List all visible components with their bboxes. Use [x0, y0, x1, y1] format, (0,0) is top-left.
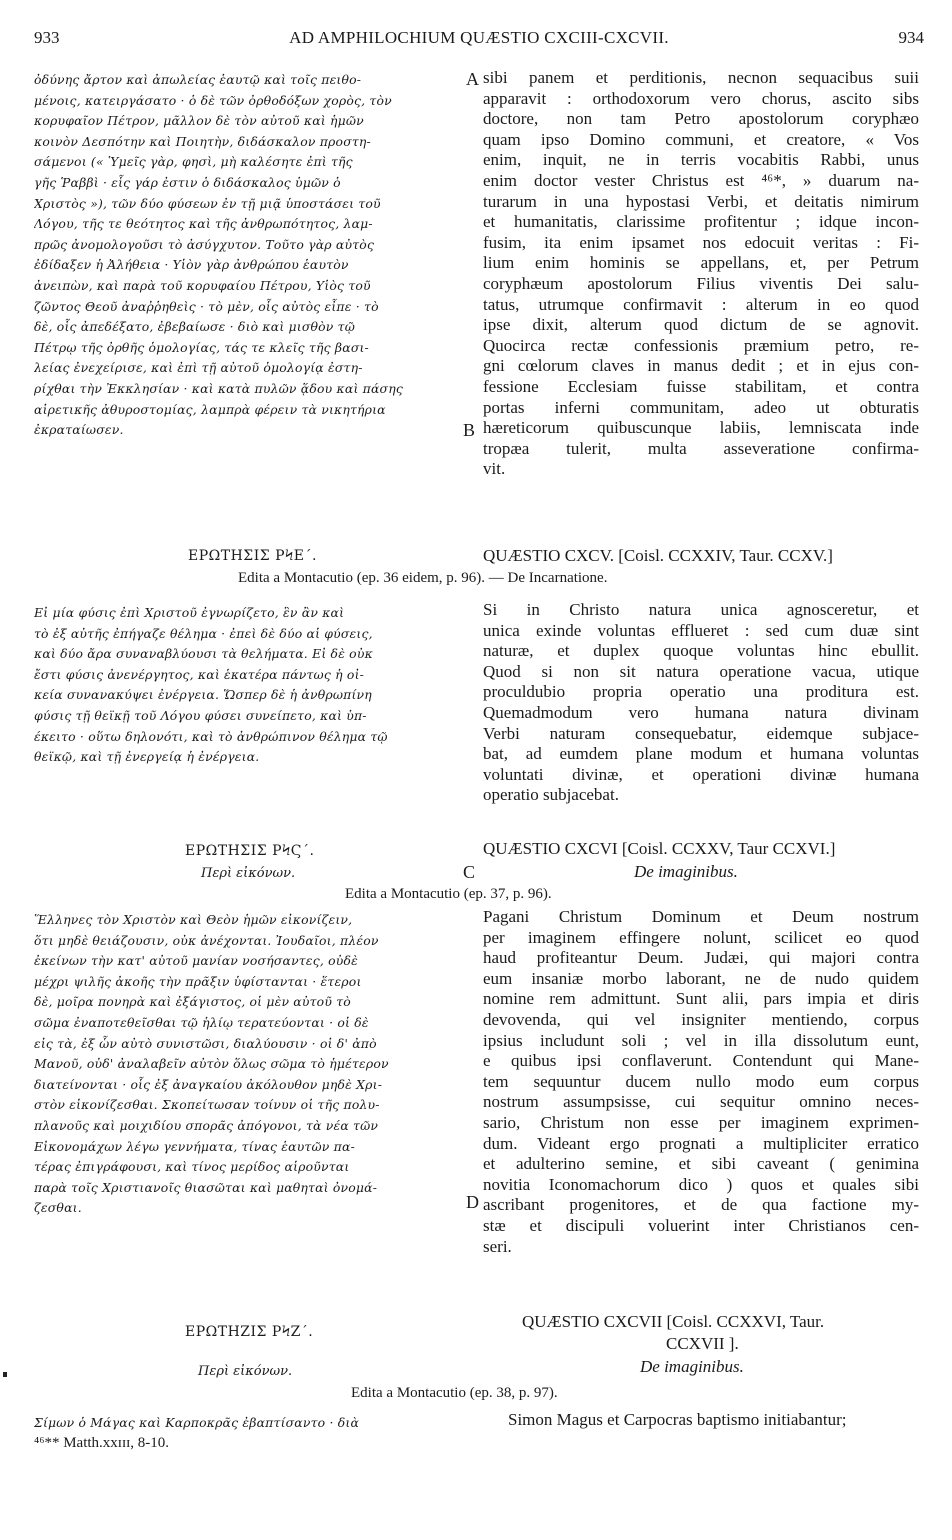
edita-note-q195: Edita a Montacutio (ep. 36 eidem, p. 96). — De Incarnatione. — [238, 570, 608, 586]
margin-letter-d: D — [466, 1192, 479, 1212]
latin-line: enim doctor vester Christus est ⁴⁶*, » duarum na- — [483, 170, 919, 190]
latin-line: et adulterino semine, et sibi caveant ( genimina — [483, 1154, 919, 1174]
latin-line: bat, ad eumdem plane modum et humana voluntas — [483, 744, 919, 764]
latin-text-q197: Simon Magus et Carpocras baptismo initiabantur; — [508, 1410, 847, 1429]
latin-line: fusim, ita enim ipsamet nos edocuit veritas : Fi- — [483, 232, 919, 252]
latin-line: Quocirca rectæ confessionis præmium petro, re- — [483, 335, 919, 355]
latin-line: quam ipso Domino communi, et creatore, « Vos — [483, 129, 919, 149]
greek-subtitle-q197: Περὶ εἰκόνων. — [198, 1364, 293, 1379]
latin-line: gni cœlorum claves in manus dedit ; et in ejus con- — [483, 356, 919, 376]
latin-text-q194 — [483, 68, 919, 480]
greek-line: δὲ, οἷς ἀπεδέξατο, ἐβεβαίωσε · διὸ καὶ μισθὸν τῷ — [34, 319, 356, 335]
page-header — [34, 28, 924, 54]
greek-line: ἐδίδαξεν ἡ Ἀλήθεια · Υἱὸν γὰρ ἀνθρώπου ἑαυτὸν — [34, 257, 349, 273]
greek-line: Εἰκονομάχων λέγω γεννήματα, τίνας ἑαυτῶν πα- — [34, 1138, 355, 1154]
latin-text-q196 — [483, 907, 919, 1257]
latin-line: Quod si non sit natura operatione vacua, utique — [483, 661, 919, 681]
edita-note-q197: Edita a Montacutio (ep. 38, p. 97). — [351, 1385, 558, 1401]
greek-line: σῶμα ἐναποτεθεῖσθαι τῷ ἡλίῳ τερατεύονται · οἱ δὲ — [34, 1014, 369, 1030]
greek-heading-q196: ΕΡΩΤΗΣΙΣ ΡϞϚ΄. — [185, 843, 315, 859]
latin-line: Pagani Christum Dominum et Deum nostrum — [483, 907, 919, 926]
greek-line: διατείνονται · οἷς ἐξ ἀναγκαίου ἀκόλουθον μηδὲ Χρι- — [34, 1076, 383, 1092]
latin-line: ipsius includunt soli ; vel in illa dissolutum eunt, — [483, 1030, 919, 1050]
greek-line: Εἰ μία φύσις ἐπὶ Χριστοῦ ἐγνωρίζετο, ἓν ἂν καὶ — [34, 605, 345, 620]
running-title: AD AMPHILOCHIUM QUÆSTIO CXCIII-CXCVII. — [289, 28, 669, 47]
latin-line: hæreticorum quibuscunque labiis, lemniscata inde — [483, 418, 919, 438]
greek-line: ὀδύνης ἄρτον καὶ ἀπωλείας ἑαυτῷ καὶ τοῖς πειθο- — [34, 72, 362, 87]
greek-line: κεία συνανακύψει ἐνέργεια. Ὥσπερ δὲ ἡ ἀνθρωπίνη — [34, 687, 372, 703]
greek-line: ὅτι μηδὲ θειάζουσιν, οὐκ ἀνέχονται. Ἰουδαῖοι, πλέον — [34, 932, 379, 948]
greek-line: δὲ, μοῖρα πονηρὰ καὶ ἐξάγιστος, οἱ μὲν αὐτοῦ τὸ — [34, 994, 351, 1010]
latin-heading-q195: QUÆSTIO CXCV. [Coisl. CCXXIV, Taur. CCXV.] — [483, 546, 833, 565]
latin-line: tatus, utrumque confirmavit : alterum in eo quod — [483, 294, 919, 314]
greek-line: κοινὸν Δεσπότην καὶ Ποιητὴν, διδάσκαλον προστη- — [34, 133, 371, 149]
greek-line: Μανοῦ, οὐδ' ἀναλαβεῖν αὐτὸν ὅλως σῶμα τὸ ἡμέτερον — [34, 1056, 389, 1072]
page-number-right: 934 — [898, 28, 924, 47]
margin-speck — [3, 1372, 7, 1377]
latin-line: ipse dixit, alterum quod dictum de se agnovit. — [483, 315, 919, 335]
latin-line: fessione Ecclesiam fuisse stabilitam, et contra — [483, 376, 919, 396]
greek-line: τέρας ἐπιγράφουσι, καὶ τίνος μερίδος αἱροῦνται — [34, 1159, 350, 1175]
latin-line: e quibus ipsi conflaverunt. Contendunt qui Mane- — [483, 1051, 919, 1071]
latin-line: lium enim hominis se appellans, et, per Petrum — [483, 253, 919, 273]
latin-line: sibi panem et perditionis, necnon sequacibus suii — [483, 68, 919, 87]
latin-line: ascribant progenitores, et de qua factione my- — [483, 1195, 919, 1215]
latin-line: per imaginem effingere nolunt, scilicet eo quod — [483, 927, 919, 947]
latin-line: apparavit : orthodoxorum vero chorus, ascito sibs — [483, 88, 919, 108]
greek-text-q194 — [34, 70, 466, 441]
latin-text-q195 — [483, 600, 919, 806]
greek-line: μέχρι ψιλῆς ἀκοῆς τὴν πρᾶξιν ὑφίστανται · ἕτεροι — [34, 973, 362, 989]
latin-heading-q196: QUÆSTIO CXCVI [Coisl. CCXXV, Taur CCXVI.] — [483, 839, 836, 858]
latin-line: proculdubio propria operatio una proditura est. — [483, 682, 919, 702]
latin-line: naturæ, et duplex quoque voluntas hinc ebullit. — [483, 641, 919, 661]
greek-line: ἀνειπὼν, καὶ παρὰ τοῦ κορυφαίου Πέτρου, Υἱὸς τοῦ — [34, 277, 371, 293]
greek-line: Πέτρῳ τῆς ὀρθῆς ὁμολογίας, τάς τε κλεῖς τῆς βασι- — [34, 339, 369, 355]
latin-line: tem sequuntur ducem nullo modo eum corpus — [483, 1071, 919, 1091]
latin-line: et humanitatis, clarissime profitentur ; idque incon- — [483, 212, 919, 232]
latin-line: nostrum assumpsisse, cui sequitur omnino neces- — [483, 1092, 919, 1112]
greek-line: αἱρετικῆς ἀθυροστομίας, λαμπρὰ φέρειν τὰ νικητήρια — [34, 401, 386, 417]
latin-line: Verbi naturam consequebatur, eidemque subjace- — [483, 723, 919, 743]
latin-line: Quemadmodum vero humana natura divinam — [483, 702, 919, 722]
greek-line: μένοις, κατειργάσατο · ὁ δὲ τῶν ὀρθοδόξων χορὸς, τὸν — [34, 92, 392, 108]
greek-line: καὶ δύο ἄρα συναναβλύουσι τὰ θελήματα. Εἰ δὲ οὐκ — [34, 646, 373, 662]
latin-line: sario, Christum non esse per imaginem exprimen- — [483, 1112, 919, 1132]
latin-subtitle-q197: De imaginibus. — [640, 1357, 744, 1376]
margin-letter-c: C — [463, 862, 476, 882]
greek-line: στὸν εἰκονίζεσθαι. Σκοπείτωσαν τοίνυν οἱ τῆς πολυ- — [34, 1097, 380, 1113]
latin-heading-q197: QUÆSTIO CXCVII [Coisl. CCXXVI, Taur. — [522, 1312, 825, 1331]
latin-line: Si in Christo natura unica agnosceretur, et — [483, 600, 919, 619]
greek-line: πρῶς ἀνομολογοῦσι τὸ ἀσύγχυτον. Τοῦτο γὰρ αὐτὸς — [34, 236, 375, 252]
greek-subtitle-q196: Περὶ εἰκόνων. — [201, 866, 296, 881]
latin-line: operatio subjacebat. — [483, 785, 619, 805]
latin-line: turarum in una hypostasi Verbi, et deitatis nimirum — [483, 191, 919, 211]
footnote: ⁴⁶** Matth.xxɪɪɪ, 8-10. — [34, 1435, 170, 1451]
edita-note-q196: Edita a Montacutio (ep. 37, p. 96). — [345, 886, 552, 902]
greek-line: Λόγου, τῆς τε θεότητος καὶ τῆς ἀνθρωπότητος, λαμ- — [34, 216, 373, 232]
latin-line: voluntati divinæ, et operationi divinæ humana — [483, 764, 919, 784]
latin-line: portas inferni communitam, adeo ut obturatis — [483, 397, 919, 417]
latin-line: doctore, non tam Petro apostolorum coryphæo — [483, 109, 919, 129]
latin-line: eum insaniæ morbo laborant, ne de nudo quidem — [483, 968, 919, 988]
greek-heading-q197: ΕΡΩΤΗΖΙΣ ΡϞΖ΄. — [185, 1324, 314, 1340]
greek-text-q196 — [34, 910, 466, 1219]
margin-letter-a: A — [466, 69, 479, 89]
greek-line: παρὰ τοῖς Χριστιανοῖς θιασῶται καὶ μαθηταὶ ὀνομά- — [34, 1179, 378, 1195]
latin-subtitle-q196: De imaginibus. — [634, 862, 738, 881]
greek-line: λείας ἐνεχείρισε, καὶ ἐπὶ τῇ αὐτοῦ ὁμολογίᾳ ἐστη- — [34, 360, 363, 376]
greek-line: εἰς τὰ, ἐξ ὧν αὐτὸ συνιστῶσι, διαλύουσιν · οἱ δ' ἀπὸ — [34, 1035, 377, 1051]
latin-line: vit. — [483, 459, 506, 479]
greek-line: θεϊκῷ, καὶ τῇ ἐνεργείᾳ ἡ ἐνέργεια. — [34, 749, 260, 765]
greek-line: τὸ ἐξ αὐτῆς ἐπήγαζε θέλημα · ἐπεὶ δὲ δύο αἱ φύσεις, — [34, 625, 373, 641]
latin-line: haud profiteantur Deum. Judæi, qui majori contra — [483, 948, 919, 968]
latin-line: coryphæum apostolorum Filius viventis Dei salu- — [483, 273, 919, 293]
latin-line: stæ et discipuli voluerint inter Christianos cen- — [483, 1215, 919, 1235]
greek-line: Σίμων ὁ Μάγας καὶ Καρποκρᾶς ἐβαπτίσαντο · διὰ — [34, 1415, 360, 1430]
page-number-left: 933 — [34, 28, 60, 47]
latin-heading-q197-cont: CCXVII ]. — [666, 1334, 739, 1353]
greek-line: ἔστι φύσις ἀνενέργητος, καὶ ἑκατέρα πάντως ἡ οἰ- — [34, 666, 365, 682]
greek-line: σάμενοι (« Ὑμεῖς γὰρ, φησὶ, μὴ καλέσητε ἐπὶ τῆς — [34, 154, 353, 170]
greek-line: ζεσθαι. — [34, 1200, 82, 1216]
greek-line: ρίχθαι τὴν Ἐκκλησίαν · καὶ κατὰ πυλῶν ᾅδου καὶ πάσης — [34, 380, 403, 396]
latin-line: seri. — [483, 1236, 512, 1256]
greek-text-q197 — [34, 1413, 466, 1434]
latin-line: tropæa tulerit, multa asseveratione confirma- — [483, 438, 919, 458]
greek-line: γῆς Ῥαββὶ · εἷς γάρ ἐστιν ὁ διδάσκαλος ὑμῶν ὁ — [34, 174, 341, 190]
greek-line: Χριστὸς »), τῶν δύο φύσεων ἐν τῇ μιᾷ ὑποστάσει τοῦ — [34, 195, 381, 211]
greek-line: φύσις τῇ θεϊκῇ τοῦ Λόγου φύσει συνείπετο, καὶ ὑπ- — [34, 707, 367, 723]
latin-line: devovenda, qui vel insigniter mentiendo, corpus — [483, 1009, 919, 1029]
greek-line: πλανοῦς καὶ μοιχιδίου σπορᾶς ἀπόγονοι, τὰ νέα τῶν — [34, 1117, 379, 1133]
greek-line: ἐκραταίωσεν. — [34, 422, 124, 438]
greek-text-q195 — [34, 603, 466, 768]
greek-line: ζῶντος Θεοῦ ἀναῤῥηθεὶς · τὸ μὲν, οἷς αὐτὸς εἶπε · τὸ — [34, 298, 379, 314]
latin-line: unica exinde voluntas efflueret : sed cum duæ sint — [483, 620, 919, 640]
greek-line: κορυφαῖον Πέτρον, μᾶλλον δὲ τὸν αὐτοῦ καὶ ἡμῶν — [34, 113, 364, 129]
margin-letter-b: B — [463, 420, 476, 440]
greek-line: ἐκείνων τὴν κατ' αὐτοῦ μανίαν νοσήσαντες, οὐδὲ — [34, 953, 359, 969]
latin-line: novitia Iconomachorum dico ) quos et quales sibi — [483, 1174, 919, 1194]
latin-line: dum. Videant ergo prognati a multipliciter erratico — [483, 1133, 919, 1153]
greek-line: Ἕλληνες τὸν Χριστὸν καὶ Θεὸν ἡμῶν εἰκονίζειν, — [34, 912, 353, 927]
greek-line: έκειτο · οὕτω δηλονότι, καὶ τὸ ἀνθρώπινον θέλημα τῷ — [34, 728, 388, 744]
latin-line: nomine rem admittunt. Sunt alii, pars impia et diris — [483, 989, 919, 1009]
latin-line: enim, inquit, ne in terris vocabitis Rabbi, unus — [483, 150, 919, 170]
greek-heading-q195: ΕΡΩΤΗΣΙΣ ΡϞΕ΄. — [188, 548, 317, 564]
